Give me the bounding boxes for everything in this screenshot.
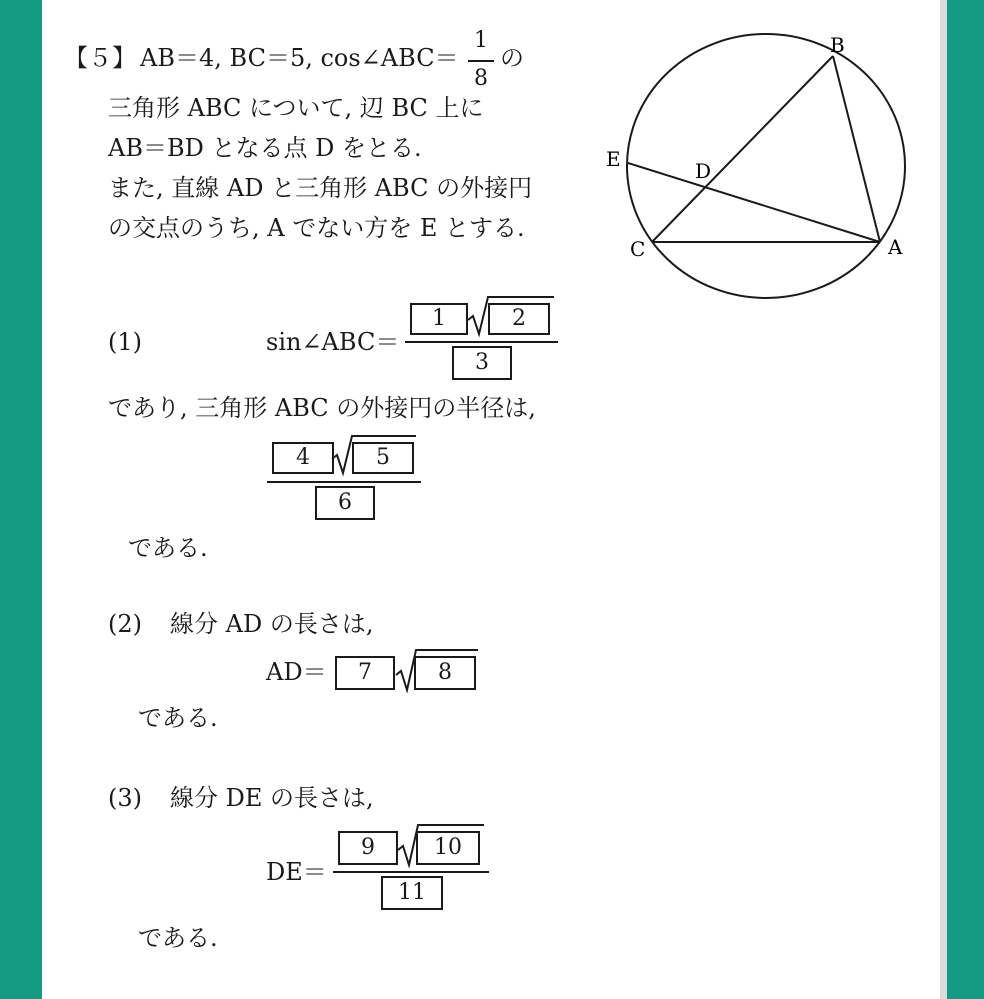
label-A: A xyxy=(888,235,903,259)
q3-label: (3) xyxy=(108,784,142,812)
problem-line3: AB＝BD となる点 D をとる. xyxy=(108,134,422,162)
q3-text: 線分 DE の長さは, xyxy=(170,784,374,812)
q1-radius-fraction-bar xyxy=(267,481,421,483)
problem-line4: また, 直線 AD と三角形 ABC の外接円 xyxy=(108,174,533,202)
problem-line1-end: の xyxy=(500,44,524,72)
cos-denominator: 8 xyxy=(474,66,488,91)
circumcircle-figure xyxy=(590,30,920,315)
q1-label: (1) xyxy=(108,328,142,356)
line-AE xyxy=(628,163,880,242)
q3-fraction-bar xyxy=(333,871,489,873)
answer-box-8[interactable]: 8 xyxy=(414,656,476,690)
answer-box-5[interactable]: 5 xyxy=(352,442,414,474)
label-C: C xyxy=(630,237,646,261)
q2-text: 線分 AD の長さは, xyxy=(170,610,374,638)
answer-box-10[interactable]: 10 xyxy=(416,831,480,865)
q2-end: である. xyxy=(138,704,218,732)
answer-box-2[interactable]: 2 xyxy=(488,303,550,335)
problem-line1: AB＝4, BC＝5, cos∠ABC＝ xyxy=(140,44,459,72)
answer-box-3[interactable]: 3 xyxy=(452,346,512,380)
q2-ad-lhs: AD＝ xyxy=(266,658,327,686)
cos-numerator: 1 xyxy=(474,28,488,53)
q3-de-lhs: DE＝ xyxy=(266,858,327,886)
problem-line2: 三角形 ABC について, 辺 BC 上に xyxy=(108,94,484,122)
segment-AB xyxy=(833,56,880,242)
problem-number: 【５】 xyxy=(64,44,136,72)
answer-box-7[interactable]: 7 xyxy=(335,656,395,690)
page-edge xyxy=(940,0,947,999)
q1-text2: であり, 三角形 ABC の外接円の半径は, xyxy=(108,394,536,422)
problem-line5: の交点のうち, A でない方を E とする. xyxy=(108,214,525,242)
q1-sin-lhs: sin∠ABC＝ xyxy=(266,328,400,356)
answer-box-11[interactable]: 11 xyxy=(381,876,443,910)
circumcircle xyxy=(627,34,905,298)
label-E: E xyxy=(606,147,621,171)
label-D: D xyxy=(695,159,712,183)
q1-fraction-bar xyxy=(405,341,558,343)
q2-label: (2) xyxy=(108,610,142,638)
answer-box-4[interactable]: 4 xyxy=(272,442,334,474)
answer-box-9[interactable]: 9 xyxy=(338,831,398,865)
answer-box-1[interactable]: 1 xyxy=(410,303,468,335)
label-B: B xyxy=(830,33,845,57)
q1-end: である. xyxy=(128,534,208,562)
segment-BC xyxy=(652,56,833,242)
answer-box-6[interactable]: 6 xyxy=(315,486,375,520)
cos-fraction-bar xyxy=(468,60,494,62)
q3-end: である. xyxy=(138,924,218,952)
